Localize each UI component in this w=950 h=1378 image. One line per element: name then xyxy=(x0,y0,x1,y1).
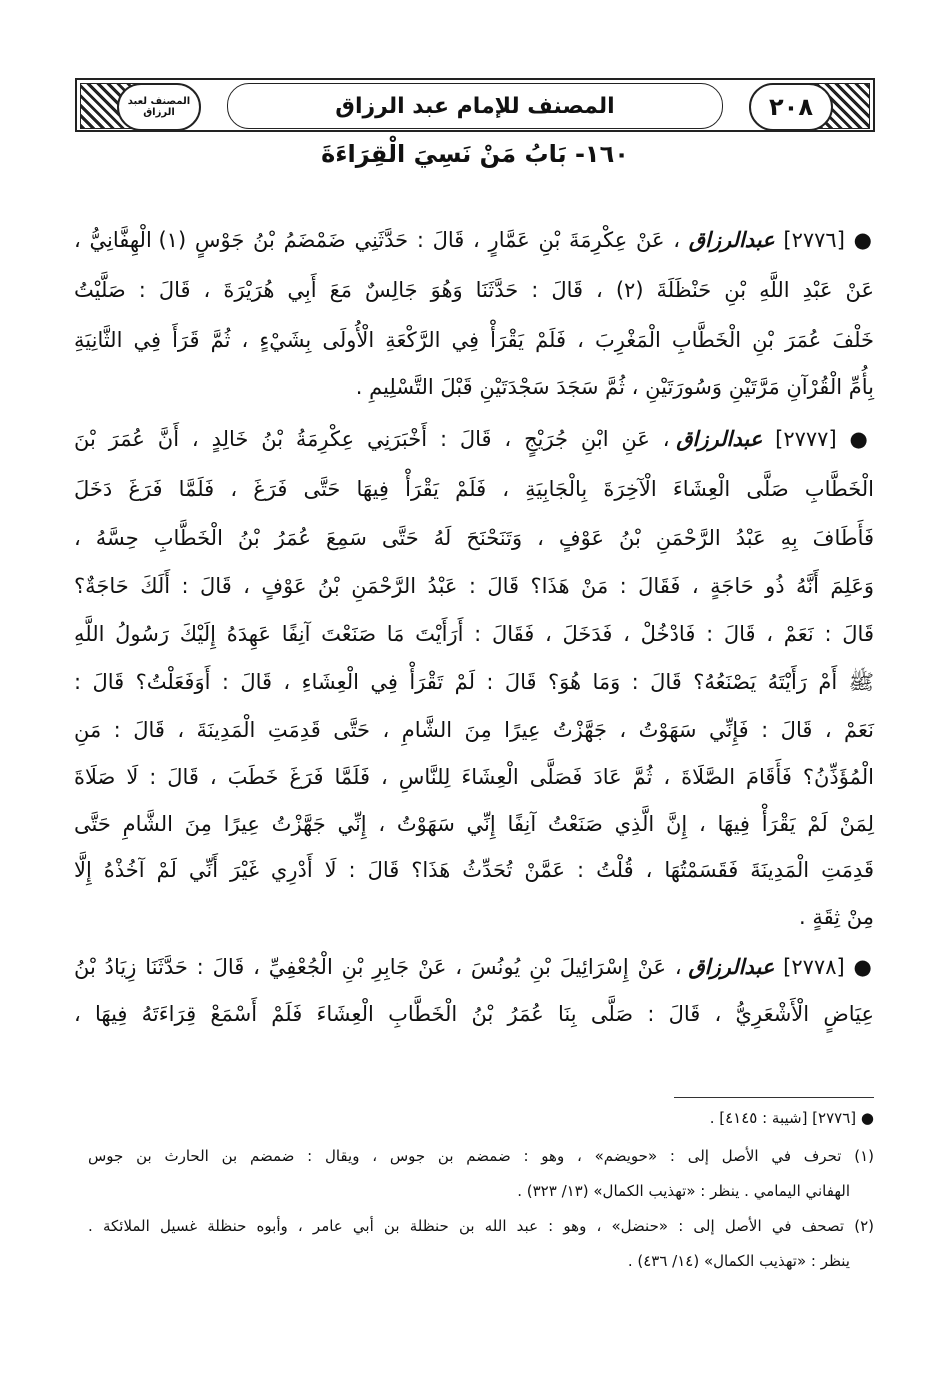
text-line: مِنْ ثِقَةٍ . xyxy=(799,905,874,929)
chapter-title: ١٦٠- بَابُ مَنْ نَسِيَ الْقِرَاءَةَ xyxy=(321,140,629,168)
text-line: ﷺ أَمْ رَأَيْتَهُ يَصْنَعُهُ؟ قَالَ : وَمَا هُوَ؟ قَالَ : لَمْ تَقْرَأْ فِي الْعِشَاءِ ، قَالَ : أَوَفَعَلْتُ؟ قَالَ : xyxy=(74,670,874,694)
page-number: ٢٠٨ xyxy=(749,83,833,131)
narrator-name: عبدالرزاق xyxy=(688,955,775,979)
text-line: نَعَمْ ، قَالَ : فَإِنِّي سَهَوْتُ ، جَهَّزْتُ عِيرًا مِنَ الشَّامِ ، حَتَّى قَدِمَتِ الْمَدِينَةَ ، قَالَ : مَنِ xyxy=(74,718,874,742)
book-title: المصنف للإمام عبد الرزاق xyxy=(227,83,723,129)
narrator-name: عبدالرزاق xyxy=(676,427,763,451)
text-line: ● [٢٧٧٧] عبدالرزاق ، عَنِ ابْنِ جُرَيْجٍ ، قَالَ : أَخْبَرَنِي عِكْرِمَةُ بْنُ خَالِدٍ ، أَنَّ عُمَرَ بْنَ xyxy=(74,427,874,451)
footnote-line: ● [٢٧٧٦] [شيبة : ٤١٤٥] . xyxy=(709,1109,874,1127)
footnote-separator xyxy=(674,1097,874,1098)
text-line: الْخَطَّابِ صَلَّى الْعِشَاءَ الْآخِرَةَ بِالْجَابِيَةِ ، فَلَمْ يَقْرَأْ فِيهَا حَتَّى فَرَغَ ، فَلَمَّا فَرَغَ دَخَلَ xyxy=(74,477,874,501)
text-line: قَالَ : نَعَمْ ، قَالَ : فَادْخُلْ ، فَدَخَلَ ، فَقَالَ : أَرَأَيْتَ مَا صَنَعْتَ آنِفًا عَهِدَهُ إِلَيْكَ رَسُولُ اللَّهِ xyxy=(74,622,874,646)
text-line: ● [٢٧٧٨] عبدالرزاق ، عَنْ إِسْرَائِيلَ بْنِ يُونُسَ ، عَنْ جَابِرِ بْنِ الْجُعْفِيِّ ، قَالَ : حَدَّثَنَا زِيَادُ بْنُ xyxy=(74,955,875,979)
running-header xyxy=(75,78,875,132)
book-emblem: المصنف لعبد الرزاق xyxy=(117,83,201,131)
text-line: عَنْ عَبْدِ اللَّهِ بْنِ حَنْظَلَةَ (٢) ، قَالَ : حَدَّثَنَا وَهُوَ جَالِسٌ مَعَ أَبِي هُرَيْرَةَ ، قَالَ : صَلَّيْتُ xyxy=(74,278,874,302)
text-line: وَعَلِمَ أَنَّهُ ذُو حَاجَةٍ ، فَقَالَ : مَنْ هَذَا؟ قَالَ : عَبْدُ الرَّحْمَنِ بْنُ عَوْفٍ ، قَالَ : أَلَكَ حَاجَةٌ؟ xyxy=(74,574,874,598)
footnote-line: ينظر : «تهذيب الكمال» (١٤/ ٤٣٦) . xyxy=(627,1252,850,1270)
text-line: عِيَاضٍ الْأَشْعَرِيُّ ، قَالَ : صَلَّى بِنَا عُمَرُ بْنُ الْخَطَّابِ الْعِشَاءَ فَلَمْ أَسْمَعْ قِرَاءَتَهُ فِيهَا ، xyxy=(74,1002,874,1026)
hadith-number: ● [٢٧٧٦] xyxy=(774,228,874,252)
footnote-line: (١) تحرف في الأصل إلى : «حويضم» ، وهو : ضمضم بن جوس ، ويقال : ضمضم بن الحارث بن جوس xyxy=(88,1147,874,1165)
hadith-number: ● [٢٧٧٨] xyxy=(774,955,875,979)
text-line: بِأُمِّ الْقُرْآنِ مَرَّتَيْنِ وَسُورَتَيْنِ ، ثُمَّ سَجَدَ سَجْدَتَيْنِ قَبْلَ التَّسْلِيمِ . xyxy=(355,375,874,399)
text-line: خَلْفَ عُمَرَ بْنِ الْخَطَّابِ الْمَغْرِبَ ، فَلَمْ يَقْرَأْ فِي الرَّكْعَةِ الْأُولَى بِشَيْءٍ ، ثُمَّ قَرَأَ فِي الثَّانِيَةِ xyxy=(74,328,874,352)
text-line: الْمُؤَذِّنُ؟ فَأَقَامَ الصَّلَاةَ ، ثُمَّ عَادَ فَصَلَّى الْعِشَاءَ لِلنَّاسِ ، فَلَمَّا فَرَغَ خَطَبَ ، قَالَ : لَا صَلَاةَ xyxy=(74,765,874,789)
hadith-number: ● [٢٧٧٧] xyxy=(762,427,874,451)
text-line: لِمَنْ لَمْ يَقْرَأْ فِيهَا ، إِنَّ الَّذِي صَنَعْتُ آنِفًا إِنِّي سَهَوْتُ ، إِنِّي جَهَّزْتُ عِيرًا مِنَ الشَّامِ حَتَّى xyxy=(74,812,874,836)
text-line: قَدِمَتِ الْمَدِينَةَ فَقَسَمْتُهَا ، قُلْتُ : عَمَّنْ تُحَدِّثُ هَذَا؟ قَالَ : لَا أَدْرِي غَيْرَ أَنِّي لَمْ آخُذْهُ إِلَّا xyxy=(74,858,874,882)
text-line: فَأَطَافَ بِهِ عَبْدُ الرَّحْمَنِ بْنُ عَوْفٍ ، وَتَنَحْنَحَ لَهُ حَتَّى سَمِعَ عُمَرُ بْنُ الْخَطَّابِ حِسَّهُ ، xyxy=(74,526,874,550)
footnote-line: الهفاني اليمامي . ينظر : «تهذيب الكمال» (١٣/ ٣٢٣) . xyxy=(517,1182,850,1200)
narrator-name: عبدالرزاق xyxy=(688,228,775,252)
footnote-line: (٢) تصحف في الأصل إلى : «حنضل» ، وهو : عبد الله بن حنظلة بن أبي عامر ، وأبوه حنظلة غسيل الملائكة . xyxy=(88,1217,874,1235)
text-line: ● [٢٧٧٦] عبدالرزاق ، عَنْ عِكْرِمَةَ بْنِ عَمَّارٍ ، قَالَ : حَدَّثَنِي ضَمْضَمُ بْنُ جَوْسٍ (١) الْهِفَّانِيُّ ، xyxy=(74,228,874,252)
